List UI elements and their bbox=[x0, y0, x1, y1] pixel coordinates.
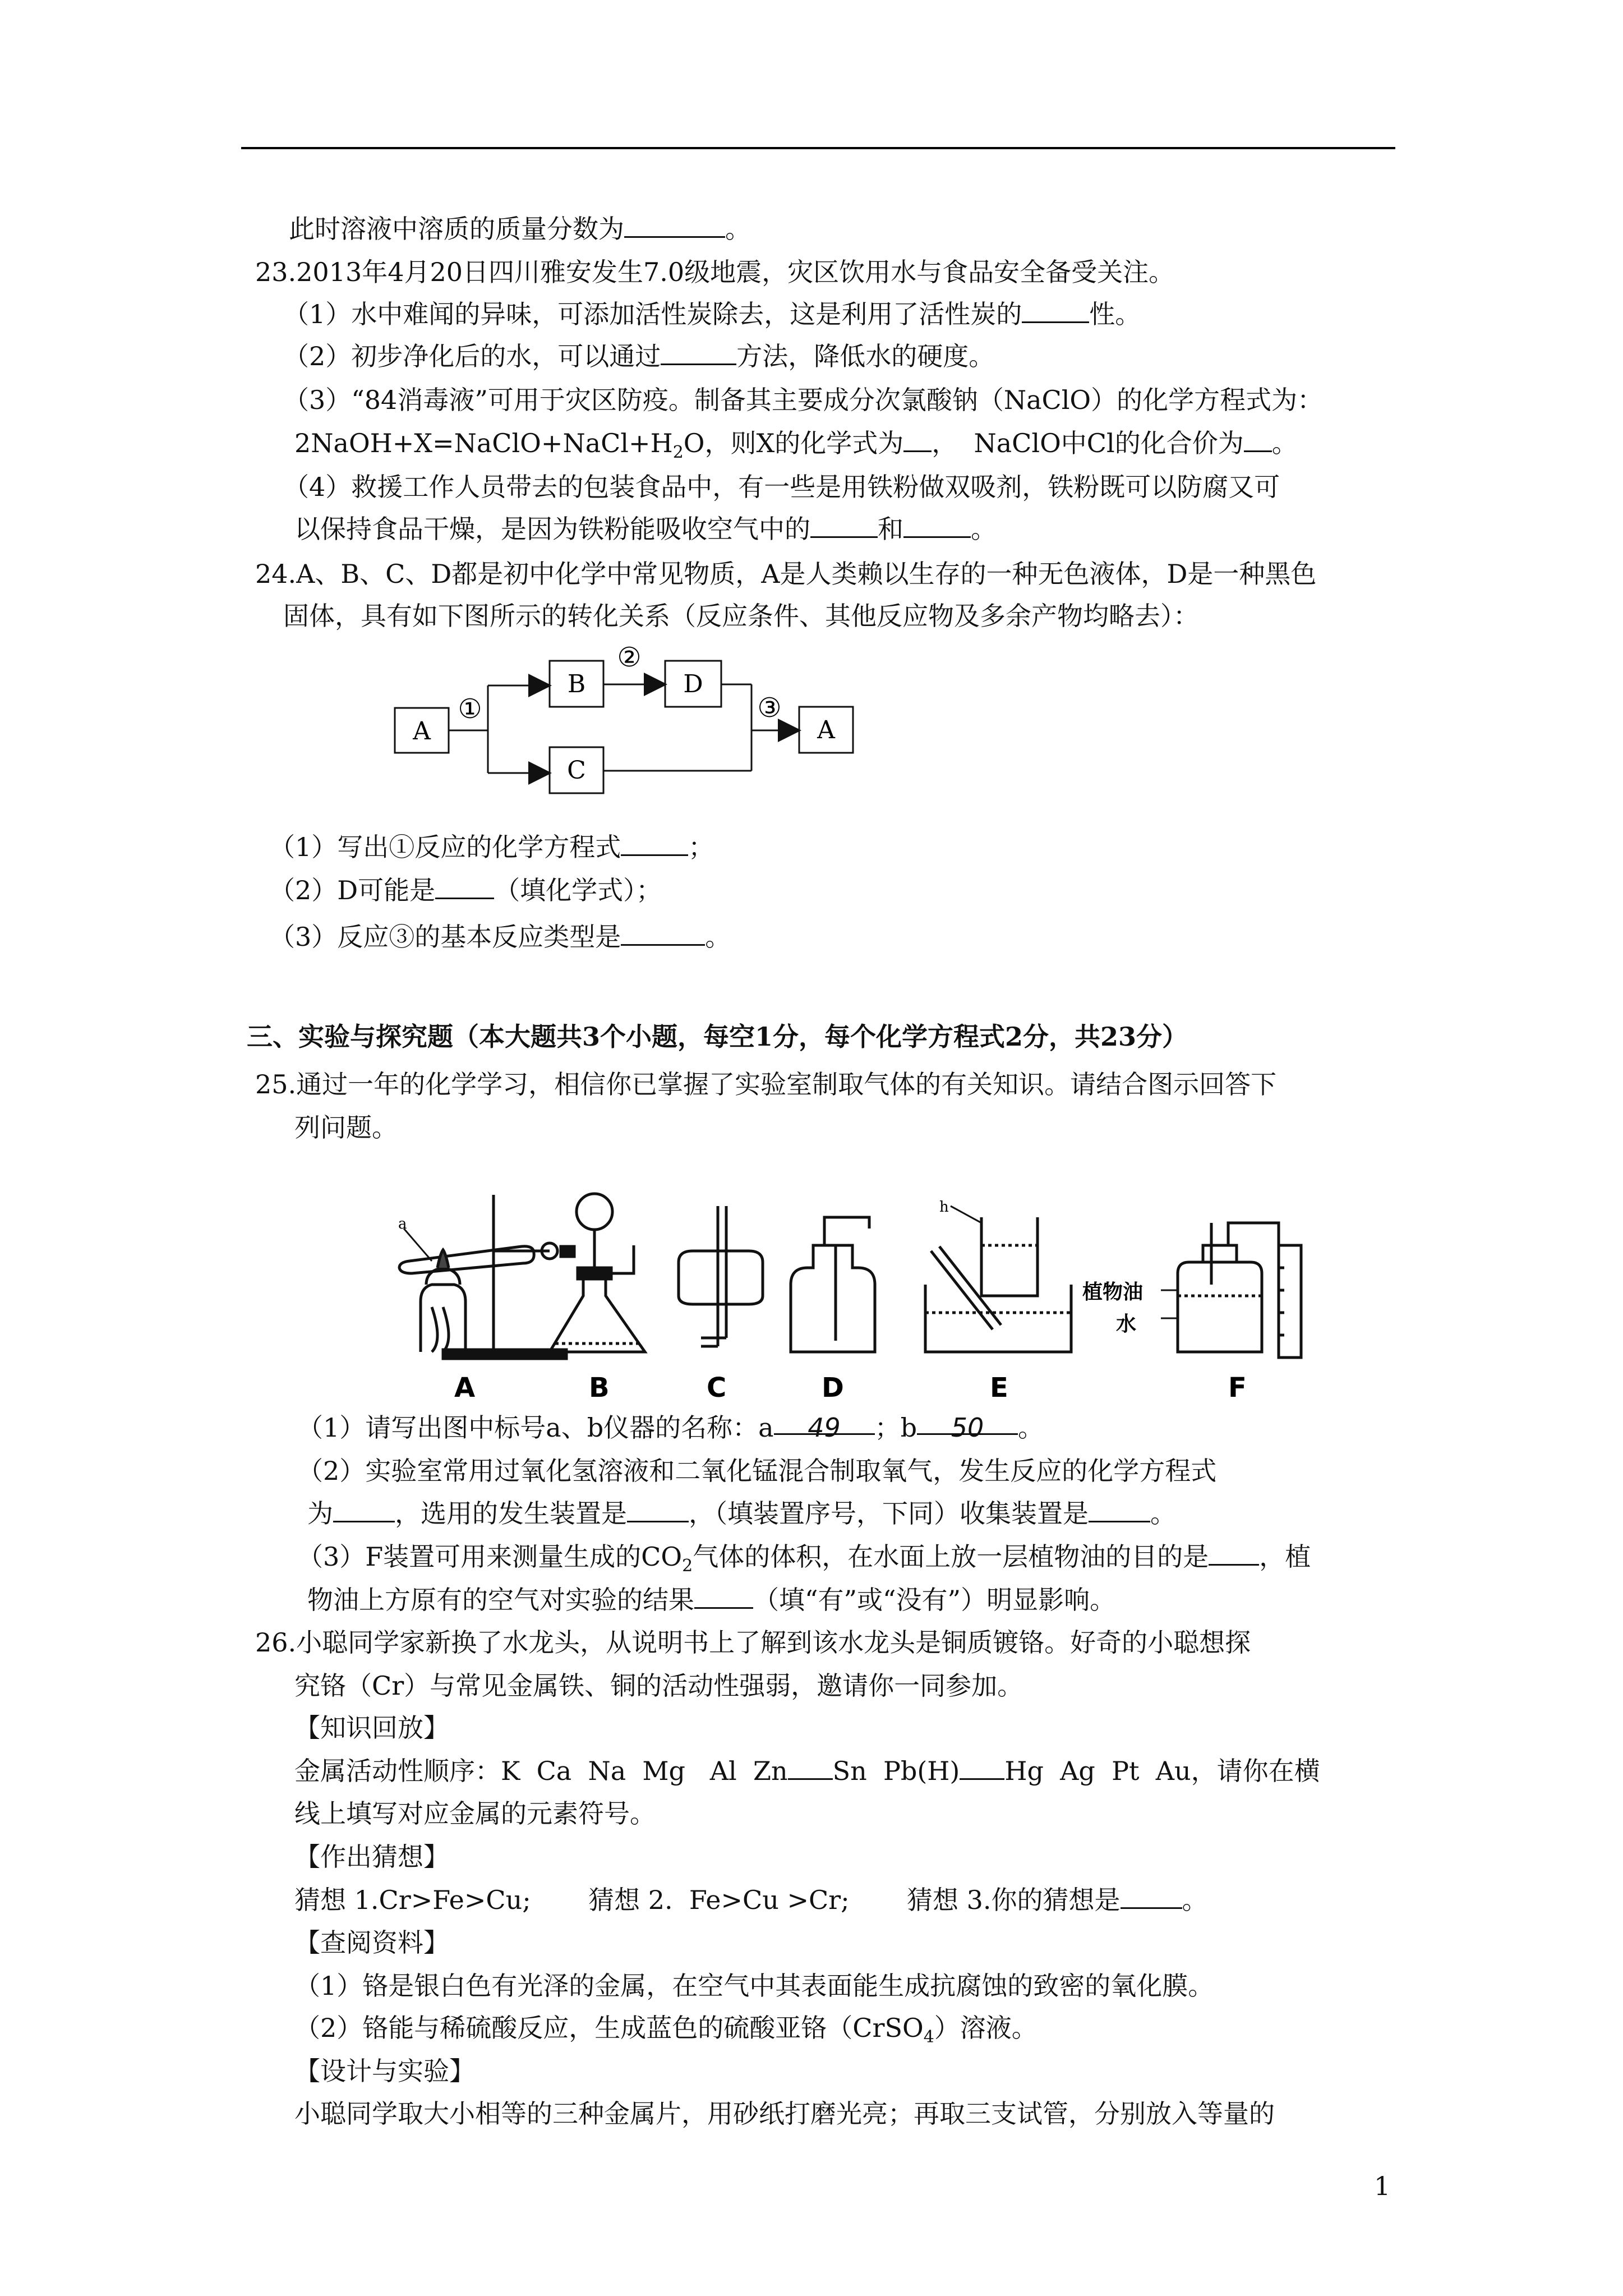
apparatus-label: A bbox=[454, 1372, 476, 1404]
hypotheses-line: 猜想 1.Cr>Fe>Cu; 猜想 2. Fe>Cu >Cr; 猜想 3.你的猜想是 。 bbox=[294, 1885, 1208, 1915]
question-23-2: （2）初步净化后的水，可以通过 方法，降低水的硬度。 bbox=[283, 341, 995, 371]
question-23-4-line2: 以保持食品干燥，是因为铁粉能吸收空气中的 和 。 bbox=[294, 514, 997, 544]
question-25-2-line2: 为 ，选用的发生装置是 ，（填装置序号，下同）收集装置是 。 bbox=[307, 1498, 1176, 1529]
metal-activity-line: 金属活动性顺序：K Ca Na Mg Al Zn Sn Pb(H) Hg Ag Pt Au，请你在横 bbox=[294, 1756, 1320, 1786]
heading-knowledge-review: 【知识回放】 bbox=[294, 1713, 449, 1743]
tag-a: a bbox=[398, 1216, 407, 1232]
question-26-line2: 究铬（Cr）与常见金属铁、铜的活动性强弱，邀请你一同参加。 bbox=[294, 1671, 1023, 1701]
question-23-4: （4）救援工作人员带去的包装食品中，有一些是用铁粉做双吸剂，铁粉既可以防腐又可 bbox=[283, 472, 1280, 502]
answer-blank[interactable] bbox=[1244, 428, 1272, 452]
step-label: ① bbox=[458, 693, 482, 725]
answer-blank[interactable] bbox=[621, 832, 688, 856]
question-23-3: （3）“84消毒液”可用于灾区防疫。制备其主要成分次氯酸钠（NaClO）的化学方程式为： bbox=[283, 385, 1324, 415]
question-24-line2: 固体，具有如下图所示的转化关系（反应条件、其他反应物及多余产物均略去）： bbox=[283, 601, 1199, 631]
experiment-line: 小聪同学取大小相等的三种金属片，用砂纸打磨光亮；再取三支试管，分别放入等量的 bbox=[294, 2099, 1275, 2129]
answer-blank[interactable] bbox=[903, 514, 971, 538]
answer-blank[interactable] bbox=[1022, 299, 1089, 323]
info-1: （1）铬是银白色有光泽的金属，在空气中其表面能生成抗腐蚀的致密的氧化膜。 bbox=[294, 1971, 1214, 2001]
answer-b[interactable]: 50 bbox=[917, 1411, 1018, 1435]
question-24-2: （2）D可能是 （填化学式）； bbox=[269, 875, 662, 905]
answer-blank[interactable] bbox=[903, 428, 932, 452]
transformation-diagram bbox=[387, 645, 869, 813]
box-label: A bbox=[413, 717, 431, 746]
section-3-heading: 三、实验与探究题（本大题共3个小题，每空1分，每个化学方程式2分，共23分） bbox=[247, 1022, 1188, 1052]
question-25-3: （3）F装置可用来测量生成的$CO_2$气体的体积，在水面上放一层植物油的目的是 ，植 bbox=[297, 1542, 1311, 1576]
heading-design-experiment: 【设计与实验】 bbox=[294, 2056, 475, 2086]
label-oil: 植物油 bbox=[1082, 1280, 1144, 1304]
text-line: 此时溶液中溶质的质量分数为 。 bbox=[289, 214, 751, 244]
box-label: A bbox=[817, 716, 835, 744]
step-label: ③ bbox=[757, 692, 782, 724]
answer-blank[interactable] bbox=[627, 1498, 689, 1522]
apparatus-label: F bbox=[1228, 1372, 1247, 1404]
box-label: B bbox=[567, 670, 586, 698]
box-label: D bbox=[683, 670, 703, 698]
page-number: 1 bbox=[1374, 2171, 1391, 2201]
tag-h: h bbox=[939, 1199, 949, 1216]
answer-blank[interactable] bbox=[810, 514, 878, 538]
answer-blank[interactable] bbox=[1121, 1885, 1182, 1909]
apparatus-label: D bbox=[822, 1372, 844, 1404]
question-23: 23.2013年4月20日四川雅安发生7.0级地震，灾区饮用水与食品安全备受关注。 bbox=[255, 257, 1175, 287]
answer-blank[interactable] bbox=[624, 214, 725, 238]
answer-blank[interactable] bbox=[788, 1756, 833, 1780]
question-26: 26.小聪同学家新换了水龙头，从说明书上了解到该水龙头是铜质镀铬。好奇的小聪想探 bbox=[255, 1627, 1251, 1658]
answer-blank[interactable] bbox=[621, 922, 705, 946]
question-25-2: （2）实验室常用过氧化氢溶液和二氧化锰混合制取氧气，发生反应的化学方程式 bbox=[297, 1456, 1217, 1486]
question-25-1: （1）请写出图中标号a、b仪器的名称：a 49 ；b 50 。 bbox=[297, 1411, 1044, 1444]
question-23-3-line2: $2NaOH+X=NaClO+NaCl+H_2O$，则X的化学式为 ， NaClO中Cl的化合价为 。 bbox=[294, 428, 1298, 463]
answer-blank[interactable] bbox=[1209, 1542, 1259, 1566]
step-label: ② bbox=[617, 645, 642, 673]
answer-blank[interactable] bbox=[661, 341, 736, 365]
answer-blank[interactable] bbox=[435, 875, 494, 899]
apparatus-figure bbox=[387, 1184, 1318, 1408]
header-rule bbox=[241, 147, 1395, 149]
box-label: C bbox=[567, 756, 586, 785]
question-25-3-line2: 物油上方原有的空气对实验的结果 （填“有”或“没有”）明显影响。 bbox=[307, 1585, 1116, 1615]
question-25-line2: 列问题。 bbox=[294, 1112, 398, 1143]
answer-a[interactable]: 49 bbox=[774, 1411, 875, 1435]
question-24-1: （1）写出①反应的化学方程式 ； bbox=[269, 832, 714, 862]
metal-activity-line2: 线上填写对应金属的元素符号。 bbox=[294, 1798, 656, 1829]
answer-blank[interactable] bbox=[1089, 1498, 1150, 1522]
apparatus-label: B bbox=[589, 1372, 610, 1404]
question-24-3: （3）反应③的基本反应类型是 。 bbox=[269, 922, 731, 952]
question-24: 24.A、B、C、D都是初中化学中常见物质，A是人类赖以生存的一种无色液体，D是一种黑色 bbox=[255, 559, 1317, 589]
answer-blank[interactable] bbox=[694, 1585, 753, 1609]
question-25: 25.通过一年的化学学习，相信你已掌握了实验室制取气体的有关知识。请结合图示回答下 bbox=[255, 1069, 1277, 1099]
heading-references: 【查阅资料】 bbox=[294, 1927, 449, 1958]
heading-hypothesis: 【作出猜想】 bbox=[294, 1842, 449, 1872]
apparatus-label: C bbox=[707, 1372, 727, 1404]
apparatus-label: E bbox=[990, 1372, 1008, 1404]
answer-blank[interactable] bbox=[960, 1756, 1004, 1780]
answer-blank[interactable] bbox=[333, 1498, 395, 1522]
question-23-1: （1）水中难闻的异味，可添加活性炭除去，这是利用了活性炭的 性。 bbox=[283, 299, 1141, 329]
info-2: （2）铬能与稀硫酸反应，生成蓝色的硫酸亚铬（CrSO$_4$）溶液。 bbox=[294, 2013, 1038, 2047]
label-water: 水 bbox=[1116, 1312, 1137, 1336]
